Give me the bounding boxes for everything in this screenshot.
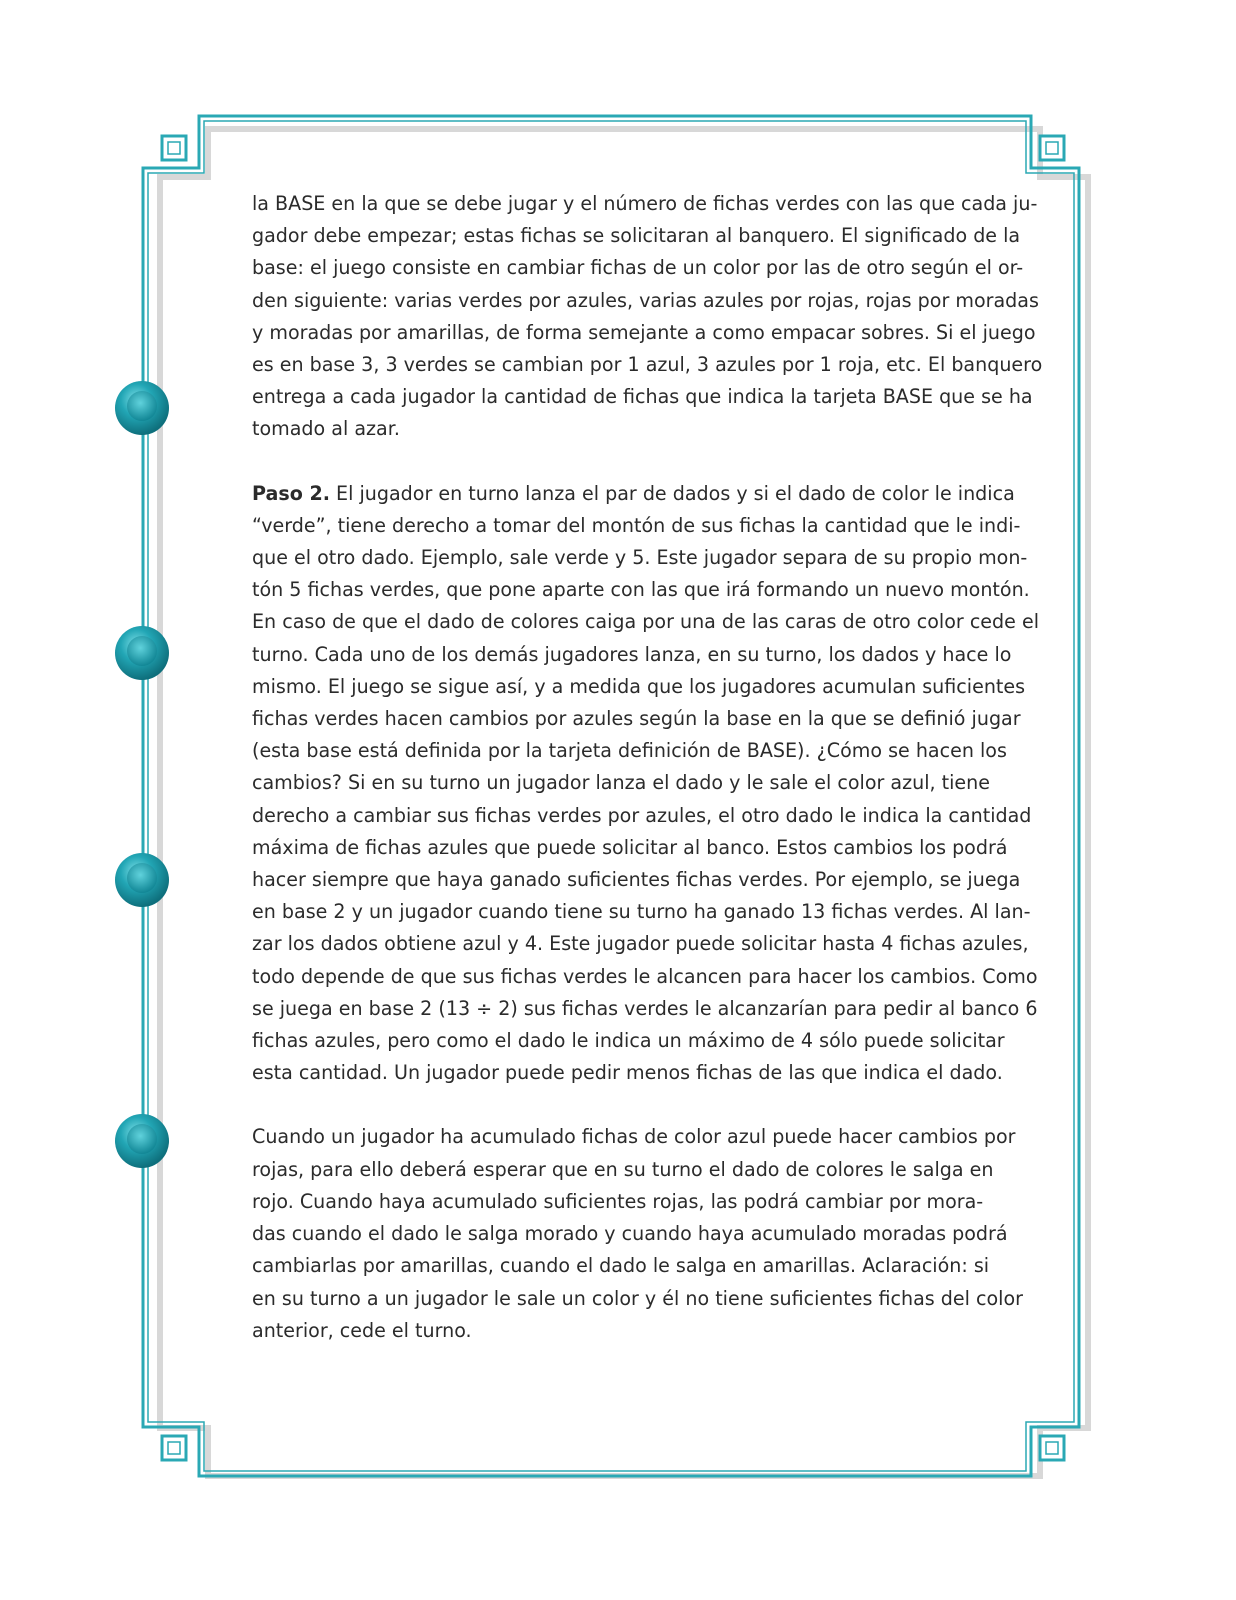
text-line: mismo. El juego se sigue así, y a medida que los jugadores acumulan suficientes: [252, 675, 1026, 698]
text-line: base: el juego consiste en cambiar fichas de un color por las de otro según el or-: [252, 257, 1024, 280]
text-line: En caso de que el dado de colores caiga por una de las caras de otro color cede el: [252, 611, 1039, 634]
corner-ornament-top-right: [1040, 136, 1064, 160]
text-line: hacer siempre que haya ganado suficientes fichas verdes. Por ejemplo, se juega: [252, 869, 1021, 892]
text-line: (esta base está definida por la tarjeta definición de BASE). ¿Cómo se hacen los: [252, 740, 1007, 763]
text-line: derecho a cambiar sus fichas verdes por azules, el otro dado le indica la cantidad: [252, 804, 1032, 827]
binding-bead: [115, 853, 169, 907]
step-text: El jugador en turno lanza el par de dados y si el dado de color le indica: [329, 482, 1015, 505]
text-line: cambios? Si en su turno un jugador lanza el dado y le sale el color azul, tiene: [252, 772, 990, 795]
corner-ornament-bottom-right: [1040, 1436, 1064, 1460]
text-line: das cuando el dado le salga morado y cuando haya acumulado moradas podrá: [252, 1223, 1008, 1246]
page-body: [252, 188, 1042, 1379]
text-line: zar los dados obtiene azul y 4. Este jugador puede solicitar hasta 4 fichas azules,: [252, 933, 1029, 956]
text-line: rojo. Cuando haya acumulado suficientes rojas, las podrá cambiar por mora-: [252, 1190, 984, 1213]
text-line: [252, 478, 1042, 510]
text-line: “verde”, tiene derecho a tomar del montón de sus fichas la cantidad que le indi-: [252, 514, 1021, 537]
text-line: y moradas por amarillas, de forma semejante a como empacar sobres. Si el juego: [252, 321, 1036, 344]
text-line: entrega a cada jugador la cantidad de fichas que indica la tarjeta BASE que se ha: [252, 386, 1033, 409]
binding-bead: [115, 626, 169, 680]
text-line: que el otro dado. Ejemplo, sale verde y 5. Este jugador separa de su propio mon-: [252, 547, 1028, 570]
text-line: den siguiente: varias verdes por azules, varias azules por rojas, rojas por moradas: [252, 289, 1039, 312]
step-label: Paso 2.: [252, 482, 330, 505]
text-line: anterior, cede el turno.: [252, 1319, 472, 1342]
text-line: se juega en base 2 (13 ÷ 2) sus fichas verdes le alcanzarían para pedir al banco 6: [252, 997, 1038, 1020]
binding-bead: [115, 1114, 169, 1168]
text-line: rojas, para ello deberá esperar que en su turno el dado de colores le salga en: [252, 1158, 994, 1181]
corner-ornament-bottom-left: [162, 1436, 186, 1460]
text-line: gador debe empezar; estas fichas se solicitaran al banquero. El significado de la: [252, 225, 1021, 248]
text-line: tón 5 fichas verdes, que pone aparte con las que irá formando un nuevo montón.: [252, 579, 1030, 602]
text-line: en su turno a un jugador le sale un color y él no tiene suficientes fichas del color: [252, 1287, 1023, 1310]
text-line: todo depende de que sus fichas verdes le alcancen para hacer los cambios. Como: [252, 965, 1038, 988]
text-line: esta cantidad. Un jugador puede pedir menos fichas de las que indica el dado.: [252, 1062, 1003, 1085]
paragraph-base-explanation: [252, 188, 1042, 446]
text-line: cambiarlas por amarillas, cuando el dado le salga en amarillas. Aclaración: si: [252, 1255, 990, 1278]
paragraph-exchanges: [252, 1121, 1042, 1346]
text-line: la BASE en la que se debe jugar y el número de fichas verdes con las que cada ju-: [252, 193, 1038, 215]
text-line: tomado al azar.: [252, 418, 400, 441]
text-line: es en base 3, 3 verdes se cambian por 1 azul, 3 azules por 1 roja, etc. El banquero: [252, 354, 1043, 377]
paragraph-step-2: [252, 478, 1042, 1090]
text-line: fichas azules, pero como el dado le indica un máximo de 4 sólo puede solicitar: [252, 1030, 1005, 1053]
text-line: fichas verdes hacen cambios por azules según la base en la que se definió jugar: [252, 708, 1021, 731]
corner-ornament-top-left: [162, 136, 186, 160]
text-line: turno. Cada uno de los demás jugadores lanza, en su turno, los dados y hace lo: [252, 643, 1012, 666]
binding-bead: [115, 381, 169, 435]
text-line: en base 2 y un jugador cuando tiene su turno ha ganado 13 fichas verdes. Al lan-: [252, 901, 1031, 924]
text-line: máxima de fichas azules que puede solicitar al banco. Estos cambios los podrá: [252, 836, 1008, 859]
text-line: Cuando un jugador ha acumulado fichas de color azul puede hacer cambios por: [252, 1126, 1016, 1149]
